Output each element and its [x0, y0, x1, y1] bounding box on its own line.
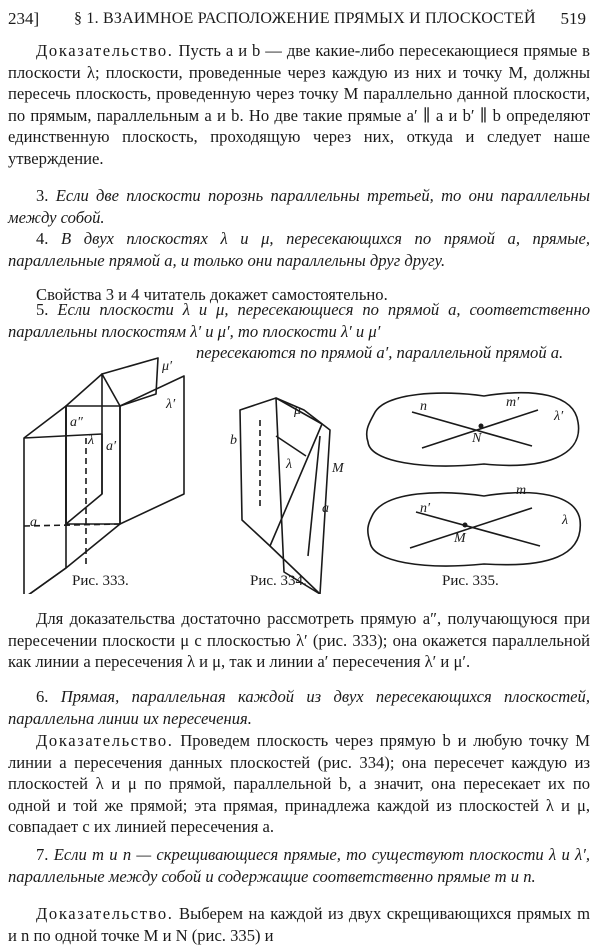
label-lambda-334: λ: [286, 457, 293, 472]
property-3: [8, 185, 590, 228]
label-mu-334: μ: [294, 403, 302, 418]
property-text: Если плоскости λ и μ, пересекающиеся по прямой a, соответственно параллельны плоскостям λ′ и μ′, то плоскости λ′ и μ′: [8, 300, 590, 341]
property-7: [8, 844, 590, 887]
property-text: Если две плоскости порознь параллельны третьей, то они параллельны между собой.: [8, 186, 590, 227]
label-a-double-prime: a″: [70, 415, 83, 430]
label-mu-prime-333: μ′: [162, 359, 173, 374]
label-a-prime-333: a′: [106, 439, 117, 454]
property-text: Прямая, параллельная каждой из двух пересекающихся плоскостей, параллельна линии их пересечения.: [8, 687, 590, 728]
property-number: 6.: [36, 687, 49, 706]
property-number: 5.: [36, 300, 49, 319]
proof-paragraph-5: Для доказательства достаточно рассмотреть прямую a″, получающуюся при пересечении плоскости μ с плоскостью λ′ (рис. 333); она окажется параллельной как линии a пересечения λ и μ, так и линии a′ пересечения λ′ и μ′.: [8, 609, 590, 671]
section-title: § 1. ВЗАИМНОЕ РАСПОЛОЖЕНИЕ ПРЯМЫХ И ПЛОСКОСТЕЙ: [74, 10, 536, 27]
figures-drawing: [6, 336, 590, 594]
caption-fig-334: Рис. 334.: [250, 573, 307, 589]
caption-fig-333: Рис. 333.: [72, 573, 129, 589]
proof-text: Выберем на каждой из двух скрещивающихся прямых m и n по одной точке M и N (рис. 335) и: [8, 904, 590, 945]
label-lambda-prime-335: λ′: [554, 409, 564, 424]
property-text: В двух плоскостях λ и μ, пересекающихся по прямой a, прямые, параллельные прямой a, и только они параллельны друг другу.: [8, 229, 590, 270]
property-text: Если m и n — скрещивающиеся прямые, то существуют плоскости λ и λ′, параллельные между собой и содержащие соответственно прямые m и n.: [8, 845, 590, 886]
label-n-335: n: [420, 399, 427, 414]
label-M-334: M: [332, 461, 344, 476]
label-b-334: b: [230, 433, 237, 448]
figure-335-drawing: [367, 393, 581, 566]
properties-note: Свойства 3 и 4 читатель докажет самостоятельно.: [36, 285, 388, 304]
figure-334-drawing: [240, 398, 330, 594]
label-M-335: M: [454, 531, 466, 546]
label-lambda-335: λ: [562, 513, 569, 528]
proof-paragraph-6: [8, 730, 590, 838]
label-a-334: a: [322, 501, 329, 516]
proof-label: Доказательство.: [36, 41, 174, 60]
property-number: 4.: [36, 229, 49, 248]
property-5-continued: пересекаются по прямой a′, параллельной прямой a.: [196, 343, 564, 362]
label-lambda-prime-333: λ′: [166, 397, 176, 412]
label-m-prime-335: m′: [506, 395, 520, 410]
label-N-335: N: [472, 431, 482, 446]
page-number-right: 519: [560, 9, 586, 28]
proof-label: Доказательство.: [36, 731, 174, 750]
label-lambda-333: λ: [88, 433, 95, 448]
figure-333-drawing: [24, 358, 184, 594]
label-a-333: a: [30, 515, 37, 530]
proof-text: Проведем плоскость через прямую b и любую точку M линии a пересечения данных плоскостей (рис. 334); она пересечет каждую из плоскостей λ и μ по прямой, параллельной b, а значит, она пересекает их по одной и той же прямой; эта прямая, принадлежа каждой из плоскостей λ и μ, совпадает с их линией пересечения a.: [8, 731, 590, 836]
caption-fig-335: Рис. 335.: [442, 573, 499, 589]
proof-label: Доказательство.: [36, 904, 174, 923]
label-n-prime-335: n′: [420, 501, 431, 516]
proof-text: Пусть a и b — две какие-либо пересекающиеся прямые в плоскости λ; плоскости, проведенные через каждую из них и точку M, должны пересечь плоскость, проведенную через точку M параллельно данной плоскости, по прямым, параллельным a и b. Но две такие прямые a′ ∥ a и b′ ∥ b определяют единственную плоскость, проходящую через них, откуда и следует наше утверждение.: [8, 41, 590, 168]
page-number-left: 234]: [8, 9, 40, 28]
proof-paragraph-1: [8, 40, 590, 169]
property-number: 3.: [36, 186, 49, 205]
figures-row: [6, 336, 590, 594]
property-4: [8, 228, 590, 271]
property-6: [8, 686, 590, 729]
label-m-335: m: [516, 483, 527, 498]
proof-paragraph-7: [8, 903, 590, 946]
property-number: 7.: [36, 845, 49, 864]
running-header: [8, 6, 586, 32]
